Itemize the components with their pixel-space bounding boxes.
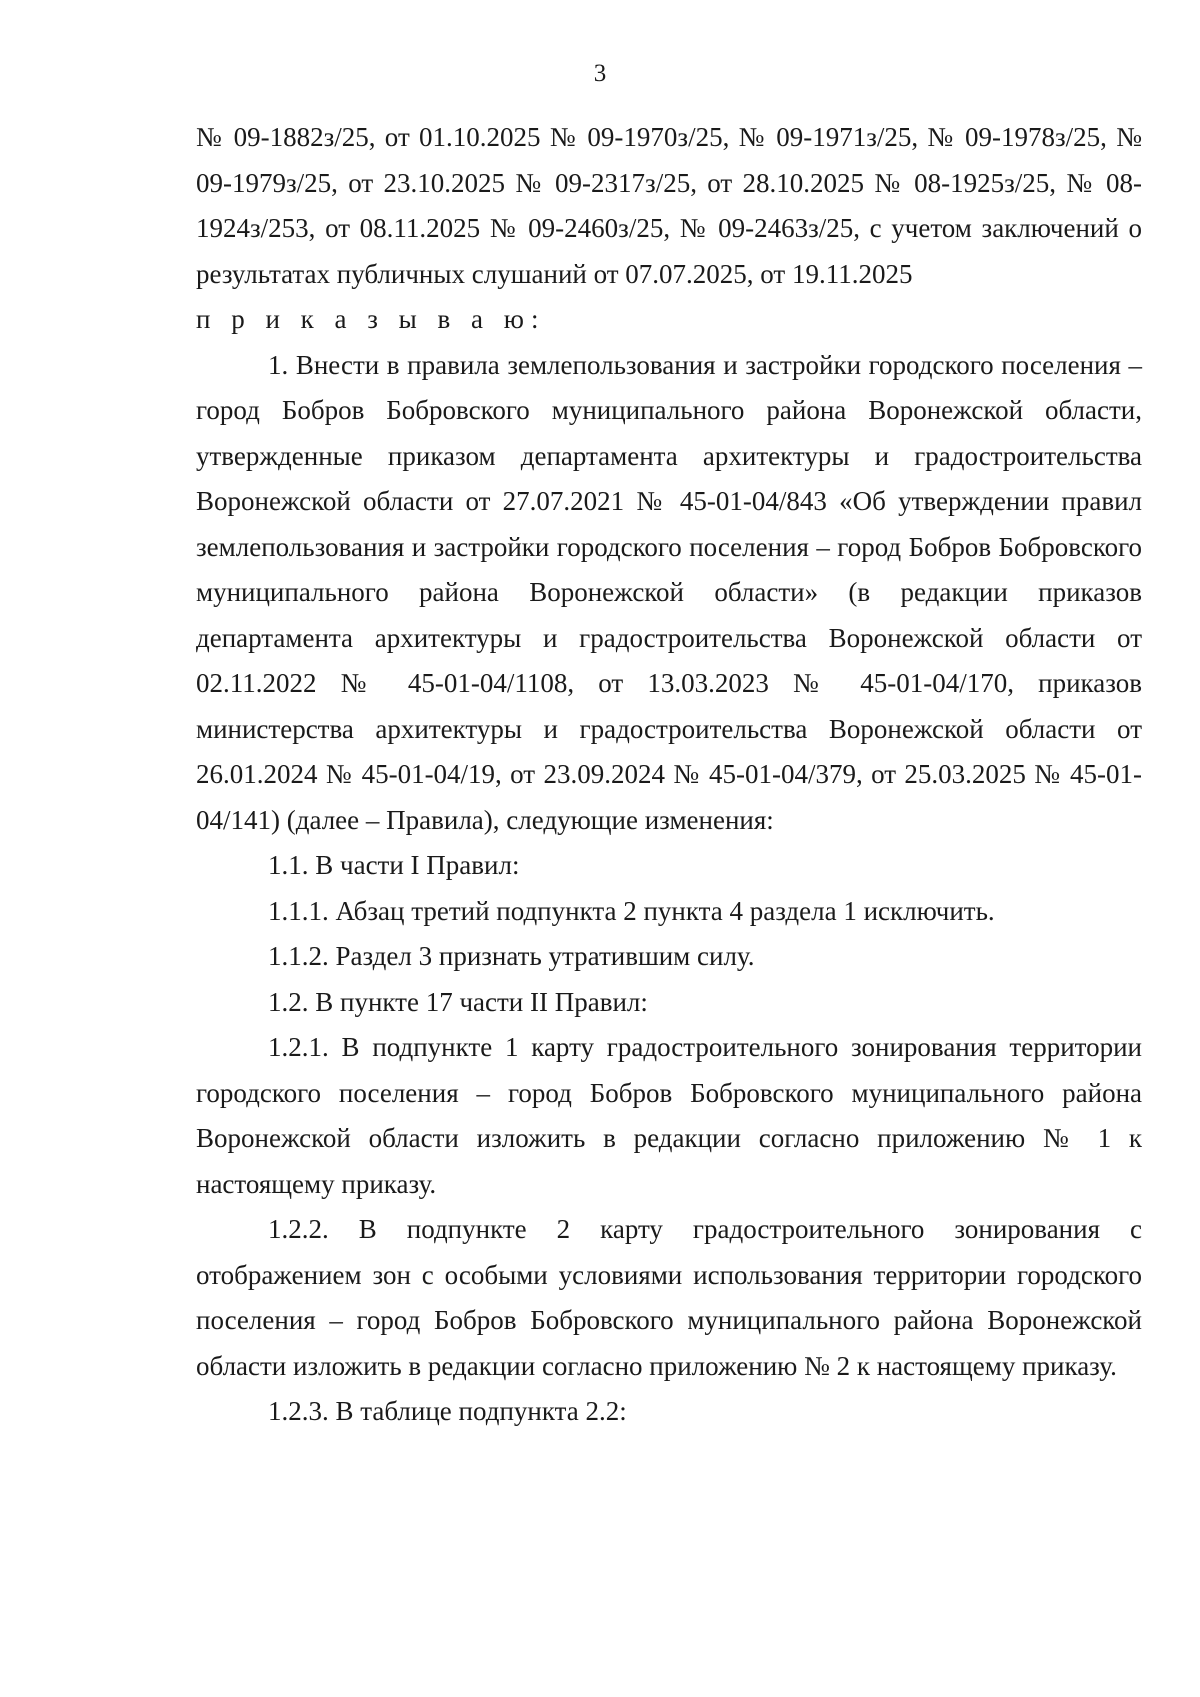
paragraph-item-1-1: 1.1. В части I Правил:: [268, 850, 520, 880]
paragraph-order-word: п р и к а з ы в а ю:: [196, 304, 546, 334]
paragraph-item-1-1-1: 1.1.1. Абзац третий подпункта 2 пункта 4 раздела 1 исключить.: [268, 895, 995, 926]
page-number: 3: [593, 60, 607, 87]
paragraph-item-1-1-2: 1.1.2. Раздел 3 признать утратившим силу.: [268, 941, 755, 971]
paragraph-item-1-2-3: 1.2.3. В таблице подпункта 2.2:: [268, 1396, 627, 1426]
paragraph-item-1-2-2: 1.2.2. В подпункте 2 карту градостроительного зонирования с отображением зон с особыми условиями использования территории городского поселения – город Бобров Бобровского муниципального района Воронежской области изложить в редакции согласно приложению № 2 к настоящему приказу.: [196, 1214, 1142, 1381]
document-body: [196, 115, 1142, 1435]
paragraph-preamble-continuation: № 09-1882з/25, от 01.10.2025 № 09-1970з/25, № 09-1971з/25, № 09-1978з/25, № 09-1979з/25, от 23.10.2025 № 09-2317з/25, от 28.10.2025 № 08-1925з/25, № 08-1924з/253, от 08.11.2025 № 09-2460з/25, № 09-2463з/25, с учетом заключений о результатах публичных слушаний от 07.07.2025, от 19.11.2025: [196, 122, 1142, 289]
paragraph-item-1-2: 1.2. В пункте 17 части II Правил:: [268, 986, 648, 1017]
paragraph-item-1-2-1: 1.2.1. В подпункте 1 карту градостроительного зонирования территории городского поселения – город Бобров Бобровского муниципального района Воронежской области изложить в редакции согласно приложению № 1 к настоящему приказу.: [196, 1032, 1142, 1199]
paragraph-item-1: 1. Внести в правила землепользования и застройки городского поселения – город Бобров Бобровского муниципального района Воронежской области, утвержденные приказом департамента архитектуры и градостроительства Воронежской области от 27.07.2021 № 45-01-04/843 «Об утверждении правил землепользования и застройки городского поселения – город Бобров Бобровского муниципального района Воронежской области» (в редакции приказов департамента архитектуры и градостроительства Воронежской области от 02.11.2022 № 45-01-04/1108, от 13.03.2023 № 45-01-04/170, приказов министерства архитектуры и градостроительства Воронежской области от 26.01.2024 № 45-01-04/19, от 23.09.2024 № 45-01-04/379, от 25.03.2025 № 45-01-04/141) (далее – Правила), следующие изменения:: [196, 349, 1142, 835]
